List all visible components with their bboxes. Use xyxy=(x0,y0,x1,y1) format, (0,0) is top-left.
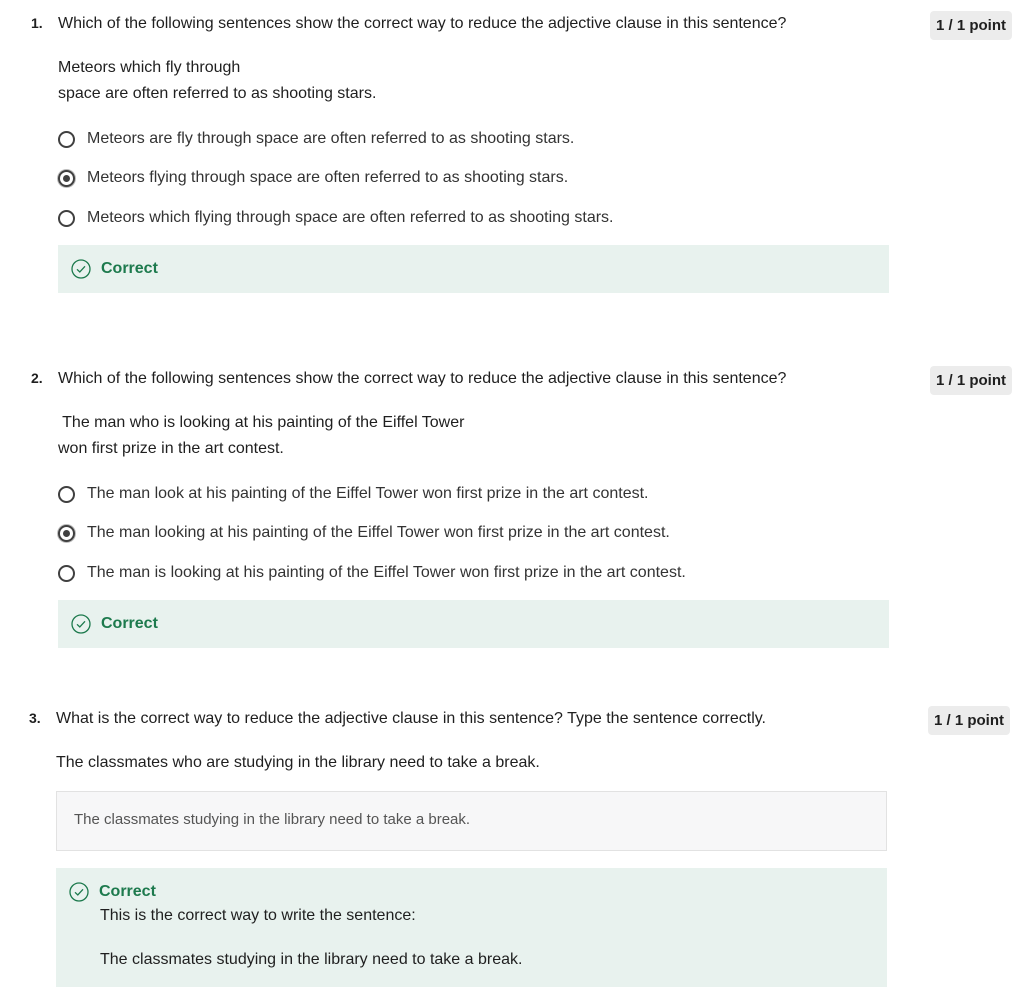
answer-option[interactable] xyxy=(58,482,648,506)
question-number: 2. xyxy=(31,370,43,386)
feedback-panel xyxy=(56,868,887,987)
feedback-explanation: This is the correct way to write the sentence: xyxy=(100,907,416,924)
answer-input-value: The classmates studying in the library need to take a break. xyxy=(74,811,471,828)
answer-option[interactable] xyxy=(58,127,574,151)
question-text: What is the correct way to reduce the adjective clause in this sentence? Type the sentence correctly. xyxy=(56,710,766,727)
question-number: 1. xyxy=(31,15,43,31)
question-text: Which of the following sentences show the correct way to reduce the adjective clause in this sentence? xyxy=(58,370,787,387)
answer-option[interactable] xyxy=(58,561,686,585)
option-label: Meteors which flying through space are often referred to as shooting stars. xyxy=(87,209,614,226)
feedback-panel xyxy=(58,600,889,648)
points-badge: 1 / 1 point xyxy=(930,11,1012,40)
points-badge: 1 / 1 point xyxy=(928,706,1010,735)
radio-button-selected[interactable] xyxy=(58,170,75,187)
feedback-label: Correct xyxy=(101,615,158,632)
check-circle-icon xyxy=(71,614,91,634)
option-label: The man looking at his painting of the Eiffel Tower won first prize in the art contest. xyxy=(87,524,670,541)
question-prompt: Meteors which fly through space are often referred to as shooting stars. xyxy=(58,59,377,102)
answer-option[interactable] xyxy=(58,521,670,545)
option-label: The man look at his painting of the Eiffel Tower won first prize in the art contest. xyxy=(87,485,649,502)
radio-button[interactable] xyxy=(58,210,75,227)
check-circle-icon xyxy=(69,882,89,902)
option-label: Meteors are fly through space are often referred to as shooting stars. xyxy=(87,130,575,147)
question-prompt: The man who is looking at his painting of the Eiffel Tower won first prize in the art contest. xyxy=(58,414,465,457)
points-badge: 1 / 1 point xyxy=(930,366,1012,395)
option-label: The man is looking at his painting of the Eiffel Tower won first prize in the art contest. xyxy=(87,564,686,581)
answer-option[interactable] xyxy=(58,166,568,190)
feedback-panel xyxy=(58,245,889,293)
radio-button[interactable] xyxy=(58,565,75,582)
answer-input[interactable] xyxy=(56,791,887,851)
feedback-correct-sentence: The classmates studying in the library need to take a break. xyxy=(100,951,523,968)
radio-button[interactable] xyxy=(58,486,75,503)
question-prompt: The classmates who are studying in the library need to take a break. xyxy=(56,754,540,771)
check-circle-icon xyxy=(71,259,91,279)
radio-button[interactable] xyxy=(58,131,75,148)
option-label: Meteors flying through space are often referred to as shooting stars. xyxy=(87,169,569,186)
feedback-label: Correct xyxy=(99,883,156,900)
question-number: 3. xyxy=(29,710,41,726)
feedback-label: Correct xyxy=(101,260,158,277)
answer-option[interactable] xyxy=(58,206,614,230)
radio-button-selected[interactable] xyxy=(58,525,75,542)
question-text: Which of the following sentences show the correct way to reduce the adjective clause in this sentence? xyxy=(58,15,787,32)
